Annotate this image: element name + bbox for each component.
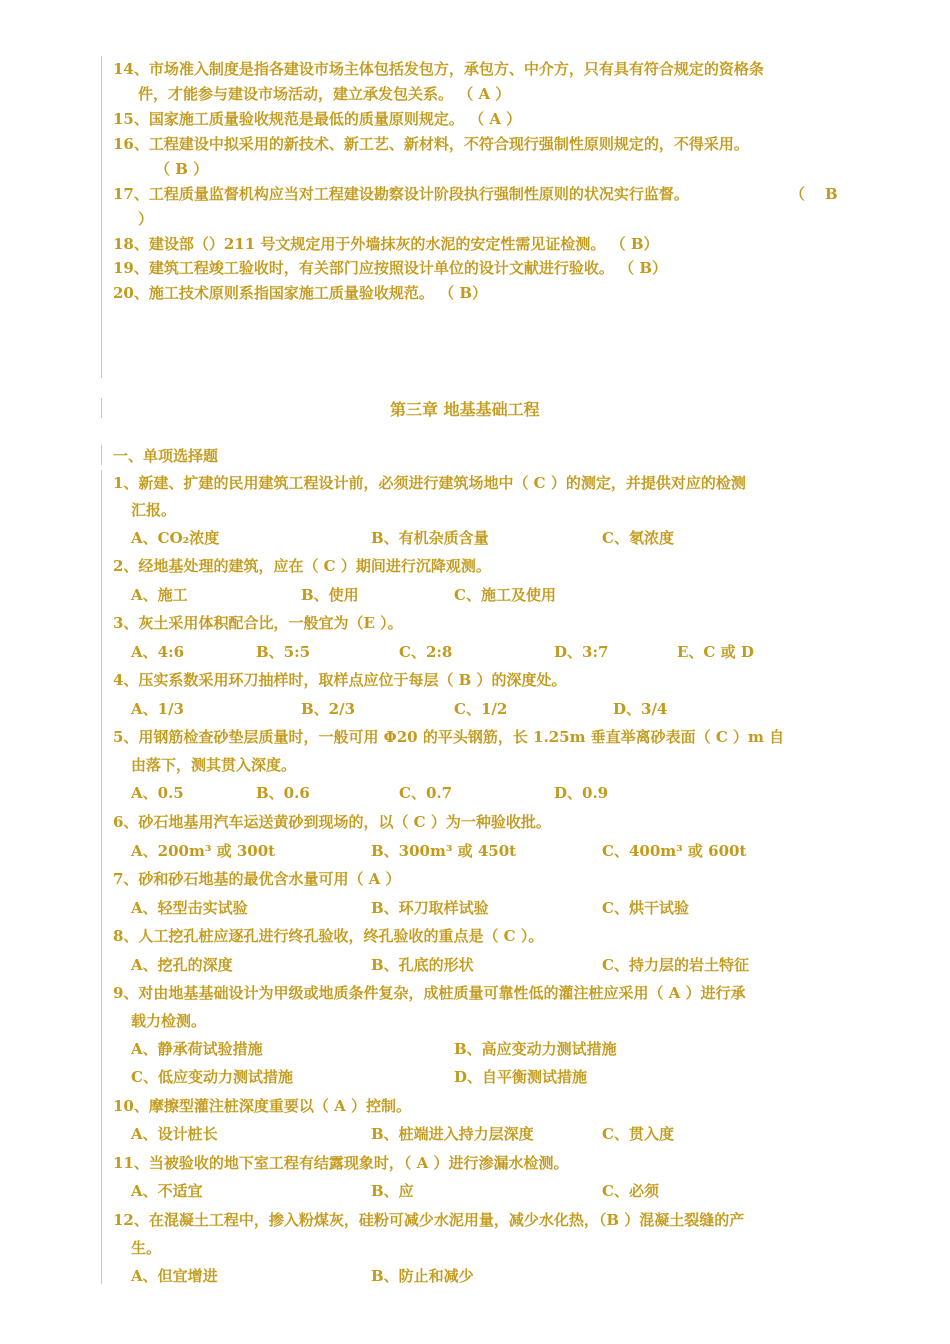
question-1-option-c: C、氡浓度 (602, 529, 674, 547)
question-4: 4、压实系数采用环刀抽样时，取样点应位于每层（ B ）的深度处。 (113, 671, 567, 689)
item-14-line1: 14、市场准入制度是指各建设市场主体包括发包方，承包方、中介方，只有具有符合规定的资格条 (113, 60, 764, 78)
question-10-option-b: B、桩端进入持力层深度 (371, 1125, 534, 1143)
question-5-option-b: B、0.6 (256, 784, 310, 802)
question-9-option-b: B、高应变动力测试措施 (454, 1040, 617, 1058)
question-11-option-b: B、应 (371, 1182, 414, 1200)
item-17-line2: ） (138, 210, 154, 228)
question-9-option-d: D、自平衡测试措施 (454, 1068, 588, 1086)
question-7: 7、砂和砂石地基的最优含水量可用（ A ） (113, 870, 401, 888)
question-3-option-e: E、C 或 D (677, 643, 754, 661)
question-8: 8、人工挖孔桩应逐孔进行终孔验收，终孔验收的重点是（ C ）。 (113, 927, 544, 945)
item-16-line2: （ B ） (155, 160, 209, 178)
question-8-option-a: A、挖孔的深度 (131, 956, 233, 974)
question-6: 6、砂石地基用汽车运送黄砂到现场的，以（ C ）为一种验收批。 (113, 813, 551, 831)
question-2-option-a: A、施工 (131, 586, 188, 604)
item-17-answer-open: （ (790, 185, 806, 203)
item-18: 18、建设部（）211 号文规定用于外墙抹灰的水泥的安定性需见证检测。 （ B） (113, 235, 659, 253)
question-8-option-b: B、孔底的形状 (371, 956, 474, 974)
question-9-option-a: A、静承荷试验措施 (131, 1040, 263, 1058)
margin-bar (101, 445, 102, 465)
chapter-title: 第三章 地基基础工程 (390, 400, 540, 419)
question-3: 3、灰土采用体积配合比，一般宜为（E ）。 (113, 614, 403, 632)
question-7-option-c: C、烘干试验 (602, 899, 689, 917)
question-2-option-c: C、施工及使用 (454, 586, 556, 604)
question-5-option-a: A、0.5 (131, 784, 184, 802)
question-11-option-a: A、不适宜 (131, 1182, 203, 1200)
margin-bar (101, 56, 102, 378)
question-4-option-d: D、3/4 (613, 700, 668, 718)
question-12-option-a: A、但宜增进 (131, 1267, 218, 1285)
question-11: 11、当被验收的地下室工程有结露现象时，（ A ）进行渗漏水检测。 (113, 1154, 569, 1172)
item-16-line1: 16、工程建设中拟采用的新技术、新工艺、新材料，不符合现行强制性原则规定的，不得采用。 (113, 135, 749, 153)
question-1-line1: 1、新建、扩建的民用建筑工程设计前，必须进行建筑场地中（ C ）的测定，并提供对应的检测 (113, 474, 746, 492)
question-10: 10、摩擦型灌注桩深度重要以（ A ）控制。 (113, 1097, 411, 1115)
question-5-option-d: D、0.9 (554, 784, 609, 802)
question-3-option-a: A、4:6 (131, 643, 185, 661)
question-8-option-c: C、持力层的岩土特征 (602, 956, 749, 974)
question-11-option-c: C、必须 (602, 1182, 659, 1200)
question-10-option-c: C、贯入度 (602, 1125, 674, 1143)
question-3-option-b: B、5:5 (256, 643, 311, 661)
question-5-line1: 5、用钢筋检查砂垫层质量时，一般可用 Φ20 的平头钢筋，长 1.25m 垂直举离砂表面（ C ）m 自 (113, 728, 785, 746)
question-2-option-b: B、使用 (301, 586, 359, 604)
item-17-line1: 17、工程质量监督机构应当对工程建设勘察设计阶段执行强制性原则的状况实行监督。 (113, 185, 689, 203)
item-19: 19、建筑工程竣工验收时，有关部门应按照设计单位的设计文献进行验收。 （ B） (113, 259, 668, 277)
question-7-option-b: B、环刀取样试验 (371, 899, 489, 917)
margin-bar (101, 398, 102, 418)
question-12-option-b: B、防止和减少 (371, 1267, 474, 1285)
question-6-option-a: A、200m³ 或 300t (131, 842, 276, 860)
margin-bar (101, 470, 102, 1284)
question-1-option-b: B、有机杂质含量 (371, 529, 489, 547)
question-6-option-c: C、400m³ 或 600t (602, 842, 747, 860)
question-1-line2: 汇报。 (131, 501, 177, 519)
item-14-line2: 件，才能参与建设市场活动，建立承发包关系。 （ A ） (138, 85, 511, 103)
item-20: 20、施工技术原则系指国家施工质量验收规范。 （ B） (113, 284, 487, 302)
question-4-option-c: C、1/2 (454, 700, 508, 718)
question-12-line1: 12、在混凝土工程中，掺入粉煤灰，硅粉可减少水泥用量，减少水化热，（B ）混凝土裂缝的产 (113, 1211, 745, 1229)
question-1-option-a: A、CO₂浓度 (131, 529, 220, 547)
question-9-option-c: C、低应变动力测试措施 (131, 1068, 293, 1086)
item-15: 15、国家施工质量验收规范是最低的质量原则规定。 （ A ） (113, 110, 522, 128)
question-9-line2: 载力检测。 (131, 1012, 207, 1030)
question-10-option-a: A、设计桩长 (131, 1125, 218, 1143)
question-7-option-a: A、轻型击实试验 (131, 899, 248, 917)
question-6-option-b: B、300m³ 或 450t (371, 842, 517, 860)
question-2: 2、经地基处理的建筑，应在（ C ）期间进行沉降观测。 (113, 557, 491, 575)
question-12-line2: 生。 (131, 1239, 162, 1257)
item-17-answer-letter: B (825, 185, 838, 203)
question-3-option-c: C、2:8 (399, 643, 453, 661)
question-4-option-b: B、2/3 (301, 700, 356, 718)
question-5-line2: 由落下，测其贯入深度。 (131, 756, 297, 774)
question-4-option-a: A、1/3 (131, 700, 184, 718)
question-5-option-c: C、0.7 (399, 784, 453, 802)
question-3-option-d: D、3:7 (554, 643, 609, 661)
section-title: 一、单项选择题 (113, 447, 219, 465)
question-9-line1: 9、对由地基基础设计为甲级或地质条件复杂，成桩质量可靠性低的灌注桩应采用（ A ）进行承 (113, 984, 746, 1002)
